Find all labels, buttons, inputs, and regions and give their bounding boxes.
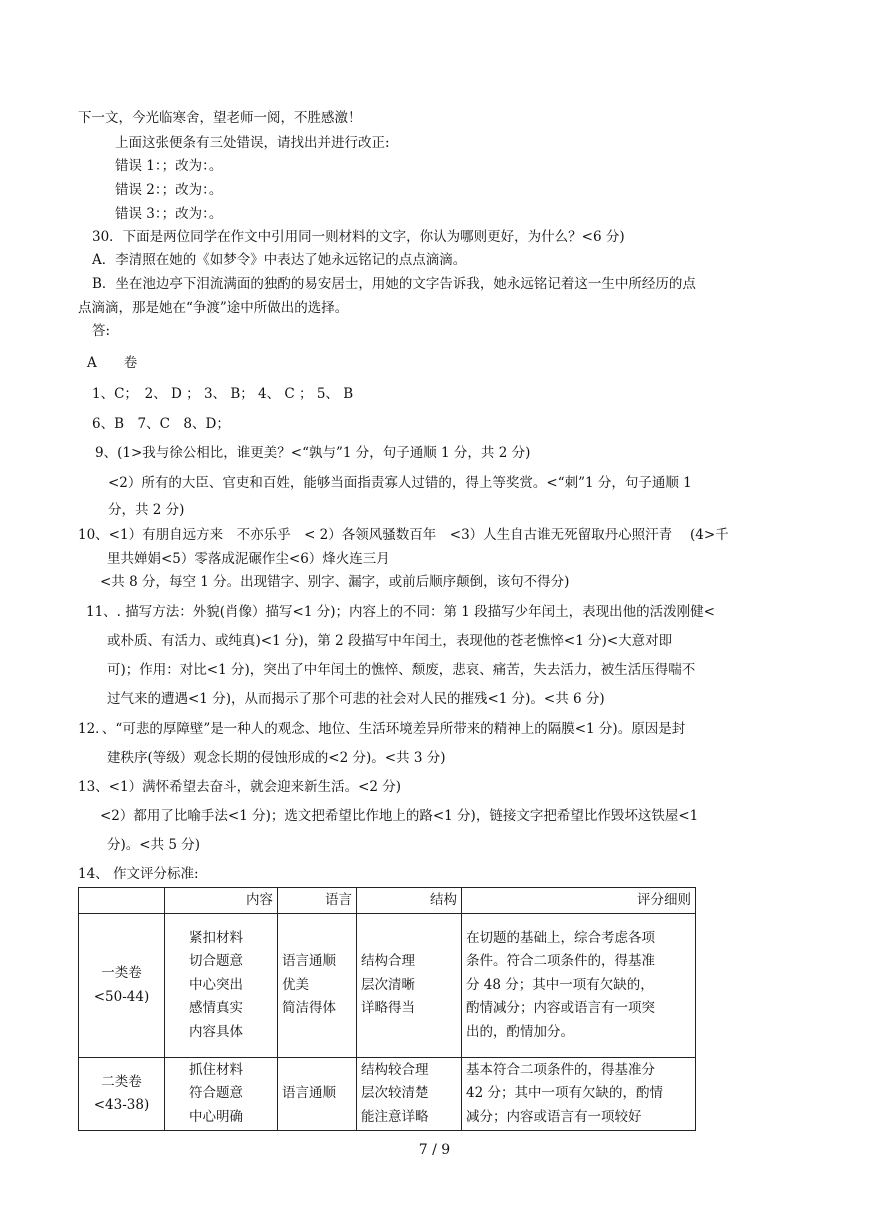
answer-11-line3: 可)；作用：对比<1 分)，突出了中年闰土的憔悴、颓废，悲哀、痛苦，失去活力，被生活压得喘不 bbox=[107, 662, 696, 678]
error-2-line: 错误 2：；改为：。 bbox=[115, 182, 223, 198]
table-header-cell: 内容 bbox=[165, 888, 278, 914]
table-header-row bbox=[79, 888, 696, 914]
answer-11-line4: 过气来的遭遇<1 分)，从而揭示了那个可悲的社会对人民的摧残<1 分)。<共 6 分) bbox=[107, 691, 605, 707]
answer-13-line3: 分)。<共 5 分) bbox=[107, 837, 201, 853]
content-cell: 抓住材料 符合题意 中心明确 bbox=[165, 1058, 278, 1131]
language-cell: 语言通顺 bbox=[278, 1058, 357, 1131]
table-row bbox=[79, 914, 696, 1058]
grade-cell: 二类卷 <43-38) bbox=[79, 1058, 165, 1131]
table-header-cell: 评分细则 bbox=[462, 888, 696, 914]
error-1-line: 错误 1：；改为：。 bbox=[115, 158, 223, 174]
instruction-line: 上面这张便条有三处错误，请找出并进行改正: bbox=[115, 135, 390, 151]
structure-cell: 结构较合理 层次较清楚 能注意详略 bbox=[357, 1058, 462, 1131]
question-30-stem: 30．下面是两位同学在作文中引用同一则材料的文字，你认为哪则更好，为什么？<6 分) bbox=[92, 229, 625, 245]
answer-9-line1: 9、(1>我与徐公相比，谁更美？<“孰与”1 分，句子通顺 1 分，共 2 分) bbox=[95, 445, 531, 461]
answer-14-heading: 14、 作文评分标准: bbox=[78, 866, 199, 882]
answer-11-line2: 或朴质、有活力、或纯真)<1 分)，第 2 段描写中年闰土，表现他的苍老憔悴<1 分)<大意对即 bbox=[107, 633, 673, 649]
answer-10-line1: 10、<1）有朋自远方来 不亦乐乎 < 2）各领风骚数百年 <3）人生自古谁无死留取丹心照汗青 (4>千 bbox=[78, 527, 729, 543]
answer-6-8: 6、B 7、C 8、D； bbox=[92, 416, 230, 432]
structure-cell: 结构合理 层次清晰 详略得当 bbox=[357, 914, 462, 1058]
answer-12-line2: 建秩序(等级）观念长期的侵蚀形成的<2 分)。<共 3 分) bbox=[107, 750, 446, 766]
question-30-option-b-line2: 点滴滴，那是她在“争渡”途中所做出的选择。 bbox=[78, 300, 349, 316]
answer-9-line2: <2）所有的大臣、官吏和百姓，能够当面指责寡人过错的，得上等奖赏。<“刺”1 分，句子通顺 1 bbox=[108, 475, 692, 491]
table-header-cell: 语言 bbox=[278, 888, 357, 914]
detail-cell: 基本符合二项条件的，得基准分 42 分；其中一项有欠缺的，酌情 减分；内容或语言有一项较好 bbox=[462, 1058, 696, 1131]
answer-9-line3: 分，共 2 分) bbox=[108, 502, 185, 518]
section-heading: A 卷 bbox=[87, 355, 138, 371]
grade-cell: 一类卷 <50-44) bbox=[79, 914, 165, 1058]
answer-10-line3: <共 8 分，每空 1 分。出现错字、别字、漏字，或前后顺序颠倒，该句不得分) bbox=[100, 574, 570, 590]
scoring-table bbox=[78, 887, 696, 1131]
question-30-option-b-line1: B．坐在池边亭下泪流满面的独酌的易安居士，用她的文字告诉我，她永远铭记着这一生中所经历的点 bbox=[92, 276, 696, 292]
answer-1-5: 1、C； 2、 D ； 3、 B； 4、 C ； 5、 B bbox=[92, 386, 354, 402]
language-cell: 语言通顺 优美 简洁得体 bbox=[278, 914, 357, 1058]
table-row bbox=[79, 1058, 696, 1131]
answer-10-line2: 里共婵娟<5）零落成泥碾作尘<6）烽火连三月 bbox=[107, 551, 390, 567]
question-30-option-a: A．李清照在她的《如梦令》中表达了她永远铭记的点点滴滴。 bbox=[92, 252, 467, 268]
table-header-cell: 结构 bbox=[357, 888, 462, 914]
note-text-line: 下一文，今光临寒舍，望老师一阅，不胜感激！ bbox=[78, 110, 362, 126]
detail-cell: 在切题的基础上，综合考虑各项 条件。符合二项条件的，得基准 分 48 分；其中一项有欠缺的， 酌情减分；内容或语言有一项突 出的，酌情加分。 bbox=[462, 914, 696, 1058]
answer-13-line1: 13、<1）满怀希望去奋斗，就会迎来新生活。<2 分) bbox=[78, 779, 402, 795]
answer-11-line1: 11、. 描写方法：外貌(肖像）描写<1 分)；内容上的不同：第 1 段描写少年闰土，表现出他的活泼刚健< bbox=[86, 604, 715, 620]
error-3-line: 错误 3：；改为：。 bbox=[115, 206, 223, 222]
answer-12-line1: 12．、“可悲的厚障壁”是一种人的观念、地位、生活环境差异所带来的精神上的隔膜<1 分)。原因是封 bbox=[78, 721, 686, 737]
page-number: 7 / 9 bbox=[418, 1142, 451, 1158]
question-30-answer-label: 答: bbox=[92, 323, 111, 339]
content-cell: 紧扣材料 切合题意 中心突出 感情真实 内容具体 bbox=[165, 914, 278, 1058]
answer-13-line2: <2）都用了比喻手法<1 分)；选文把希望比作地上的路<1 分)，链接文字把希望比作毁坏这铁屋<1 bbox=[100, 808, 699, 824]
table-header-cell bbox=[79, 888, 165, 914]
